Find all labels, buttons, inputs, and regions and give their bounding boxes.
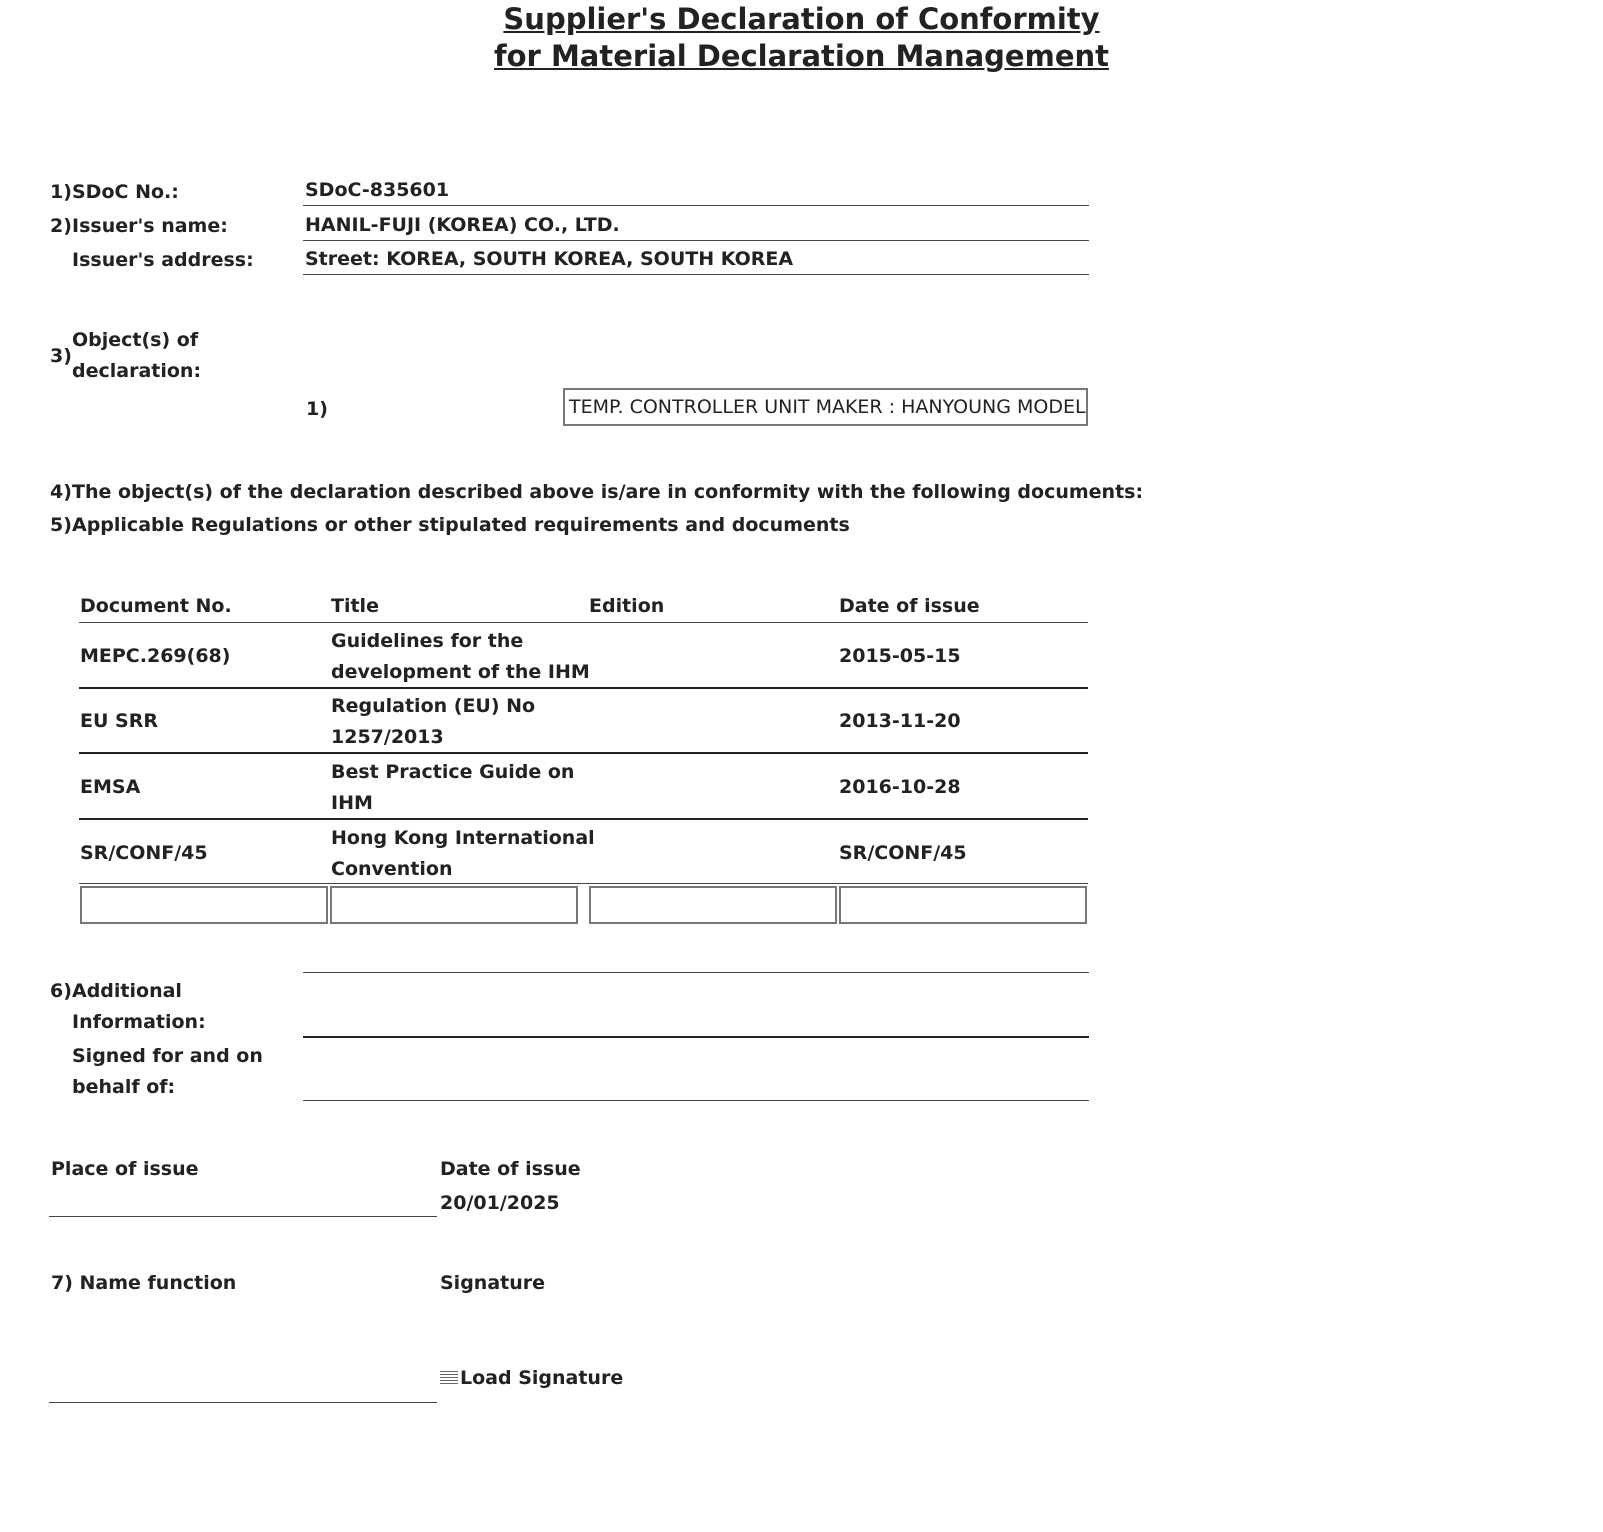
- page-title-line-1: Supplier's Declaration of Conformity: [503, 2, 1100, 36]
- row-document-no: MEPC.269(68): [80, 645, 231, 667]
- new-date-input[interactable]: [839, 886, 1087, 924]
- signed-on-behalf-line[interactable]: [303, 1100, 1089, 1101]
- section-5-text: Applicable Regulations or other stipulated requirements and documents: [72, 514, 850, 536]
- row-title-line-2: development of the IHM: [331, 661, 590, 683]
- signature-icon: [440, 1371, 458, 1385]
- row-document-no: SR/CONF/45: [80, 842, 208, 864]
- section-4-index: 4): [50, 481, 72, 503]
- header-edition: Edition: [589, 595, 665, 617]
- load-signature-button[interactable]: [440, 1367, 623, 1389]
- section-4-text: The object(s) of the declaration described above is/are in conformity with the following documents:: [72, 481, 1144, 503]
- new-title-input[interactable]: [330, 886, 578, 924]
- object-item-input[interactable]: TEMP. CONTROLLER UNIT MAKER : HANYOUNG MODEL: [563, 388, 1088, 426]
- signed-on-behalf-label-line-2: behalf of:: [72, 1076, 176, 1098]
- issuer-address-value: Street: KOREA, SOUTH KOREA, SOUTH KOREA: [305, 248, 794, 270]
- additional-info-line-1[interactable]: [303, 972, 1089, 973]
- objects-label-line-1: Object(s) of: [72, 329, 199, 351]
- new-edition-input[interactable]: [589, 886, 837, 924]
- row-date: 2016-10-28: [839, 776, 961, 798]
- row-title-line-1: Hong Kong International: [331, 827, 595, 849]
- row-divider: [79, 818, 1088, 820]
- sdoc-number-index: 1): [50, 181, 72, 203]
- signature-label: Signature: [440, 1272, 546, 1294]
- load-signature-label: Load Signature: [460, 1367, 624, 1389]
- new-document-no-input[interactable]: [80, 886, 328, 924]
- issuer-name-value: HANIL-FUJI (KOREA) CO., LTD.: [305, 214, 620, 236]
- row-title-line-1: Regulation (EU) No: [331, 695, 536, 717]
- date-of-issue-label: Date of issue: [440, 1158, 581, 1180]
- row-divider: [79, 687, 1088, 689]
- additional-info-line-2[interactable]: [303, 1036, 1089, 1038]
- issuer-name-label: Issuer's name:: [72, 215, 228, 237]
- row-title-line-1: Guidelines for the: [331, 630, 524, 652]
- date-of-issue-value: 20/01/2025: [440, 1192, 560, 1214]
- signed-on-behalf-label-line-1: Signed for and on: [72, 1045, 263, 1067]
- issuer-name-index: 2): [50, 215, 72, 237]
- sdoc-number-value: SDoC-835601: [305, 179, 450, 201]
- row-divider: [79, 883, 1088, 884]
- sdoc-number-underline: [303, 205, 1089, 206]
- header-divider: [79, 622, 1088, 623]
- row-title-line-1: Best Practice Guide on: [331, 761, 575, 783]
- issuer-address-label: Issuer's address:: [72, 249, 254, 271]
- section-5-index: 5): [50, 514, 72, 536]
- header-document-no: Document No.: [80, 595, 232, 617]
- place-of-issue-line[interactable]: [49, 1216, 437, 1217]
- page-title-line-2: for Material Declaration Management: [494, 39, 1109, 73]
- row-document-no: EU SRR: [80, 710, 158, 732]
- row-title-line-2: Convention: [331, 858, 453, 880]
- objects-label-line-2: declaration:: [72, 360, 202, 382]
- objects-index: 3): [50, 345, 72, 367]
- object-item-index: 1): [306, 398, 328, 420]
- additional-info-label-line-2: Information:: [72, 1011, 206, 1033]
- row-date: 2013-11-20: [839, 710, 961, 732]
- issuer-name-underline: [303, 240, 1089, 241]
- name-function-line[interactable]: [49, 1402, 437, 1403]
- row-date: 2015-05-15: [839, 645, 961, 667]
- row-divider: [79, 752, 1088, 754]
- row-title-line-2: IHM: [331, 792, 373, 814]
- header-title: Title: [331, 595, 379, 617]
- header-date-of-issue: Date of issue: [839, 595, 980, 617]
- name-function-label: 7) Name function: [51, 1272, 237, 1294]
- row-date: SR/CONF/45: [839, 842, 967, 864]
- place-of-issue-label: Place of issue: [51, 1158, 199, 1180]
- issuer-address-underline: [303, 274, 1089, 275]
- row-document-no: EMSA: [80, 776, 141, 798]
- row-title-line-2: 1257/2013: [331, 726, 444, 748]
- additional-info-label-line-1: Additional: [72, 980, 182, 1002]
- additional-info-index: 6): [50, 980, 72, 1002]
- sdoc-number-label: SDoC No.:: [72, 181, 179, 203]
